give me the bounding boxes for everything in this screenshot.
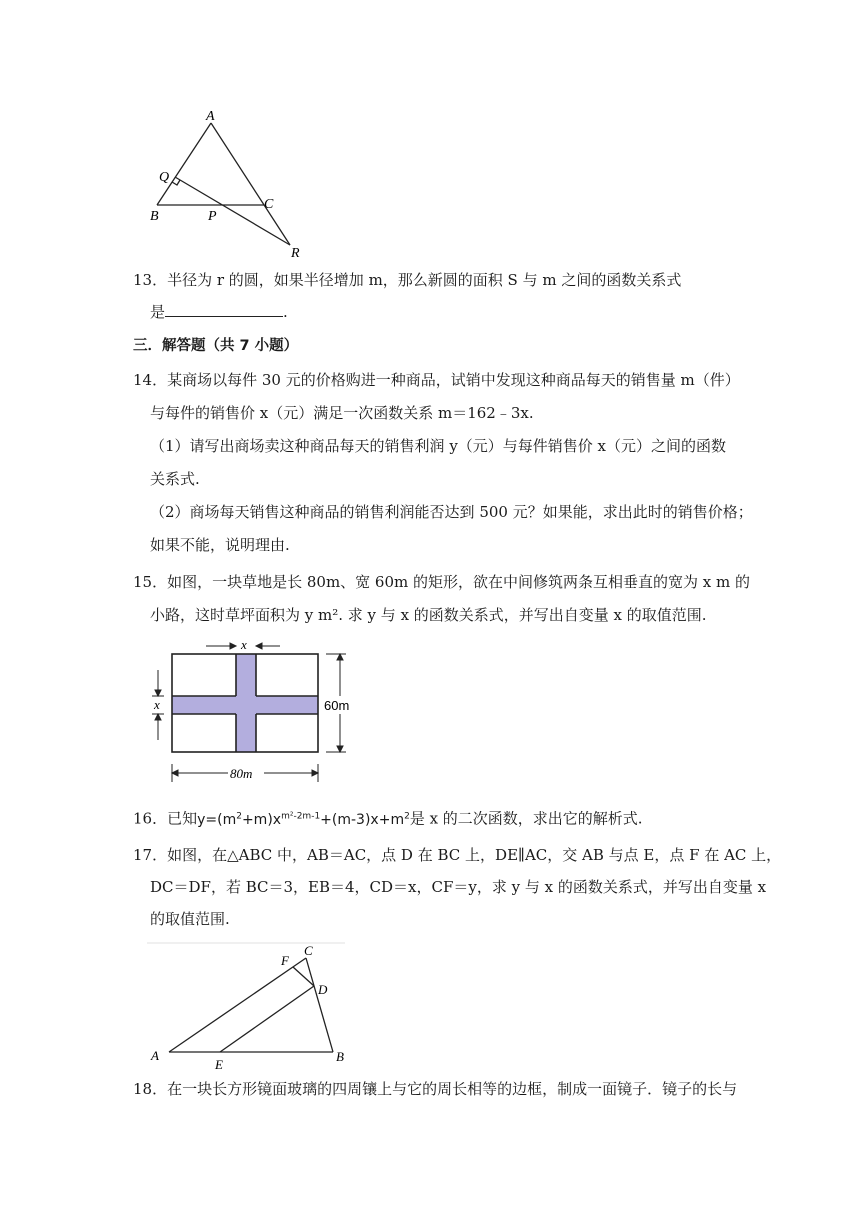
label-c: C (264, 197, 274, 212)
q14-line-1: 14．某商场以每件 30 元的价格购进一种商品，试销中发现这种商品每天的销售量 m（件） (133, 371, 740, 389)
segment-ac (169, 958, 306, 1052)
section-heading: 三．解答题（共 7 小题） (133, 338, 299, 354)
q16-formula: $y=(m^2+m)x^{m^2-2m-1}+(m-3)x+m^2$ (197, 811, 410, 828)
segment-ab (157, 123, 211, 205)
label-left-x: x (154, 697, 160, 712)
segment-de (220, 986, 314, 1052)
q14-line-6: 如果不能，说明理由. (150, 536, 290, 554)
q17-line-2: DC＝DF，若 BC＝3，EB＝4，CD＝x，CF＝y，求 y 与 x 的函数关系式，并写出自变量 x (150, 878, 767, 896)
q13-line-1: 13．半径为 r 的圆，如果半径增加 m，那么新圆的面积 S 与 m 之间的函数关系式 (133, 271, 682, 289)
figure-triangle-aqbpcr (140, 105, 320, 265)
label-q: Q (159, 170, 170, 185)
q14-line-5: （2）商场每天销售这种商品的销售利润能否达到 500 元？如果能，求出此时的销售价格； (150, 503, 753, 521)
label-e: E (215, 1057, 223, 1072)
label-a: A (151, 1048, 159, 1063)
figure-lawn-rectangle (148, 636, 368, 786)
q15-line-1: 15．如图，一块草地是长 80m、宽 60m 的矩形，欲在中间修筑两条互相垂直的宽为 x m 的 (133, 573, 751, 591)
q14-line-2: 与每件的销售价 x（元）满足一次函数关系 m＝162﹣3x. (150, 404, 534, 422)
q18-line-1: 18．在一块长方形镜面玻璃的四周镶上与它的周长相等的边框，制成一面镜子．镜子的长与 (133, 1080, 738, 1098)
q17-line-1: 17．如图，在△ABC 中，AB＝AC，点 D 在 BC 上，DE∥AC，交 AB 与点 E，点 F 在 AC 上， (133, 846, 782, 864)
q16-line (133, 806, 643, 830)
segment-bc (306, 958, 333, 1052)
label-d: D (318, 982, 328, 997)
q13-prefix: 是 (150, 303, 166, 321)
label-top-x: x (241, 637, 247, 652)
answer-blank (165, 302, 283, 317)
q13-line-2 (150, 302, 288, 322)
q16-prefix: 16．已知 (133, 809, 198, 828)
label-p: P (208, 209, 217, 224)
label-b: B (336, 1049, 344, 1064)
q16-suffix: 是 x 的二次函数，求出它的解析式. (409, 809, 643, 828)
q14-line-4: 关系式. (150, 470, 200, 488)
label-b: B (150, 209, 159, 224)
q17-line-3: 的取值范围. (150, 910, 230, 928)
q13-suffix: . (283, 303, 288, 321)
label-r: R (291, 246, 300, 261)
label-f: F (281, 953, 289, 968)
q15-line-2: 小路，这时草坪面积为 y m². 求 y 与 x 的函数关系式，并写出自变量 x 的取值范围. (150, 606, 707, 624)
horizontal-path (172, 696, 318, 714)
label-80m: 80m (230, 766, 253, 781)
label-a: A (206, 109, 215, 124)
figure-triangle-abc (145, 940, 355, 1075)
q14-line-3: （1）请写出商场卖这种商品每天的销售利润 y（元）与每件销售价 x（元）之间的函数 (150, 437, 727, 455)
label-60m: 60m (324, 698, 350, 713)
label-c: C (304, 943, 313, 958)
segment-ar (211, 123, 290, 245)
